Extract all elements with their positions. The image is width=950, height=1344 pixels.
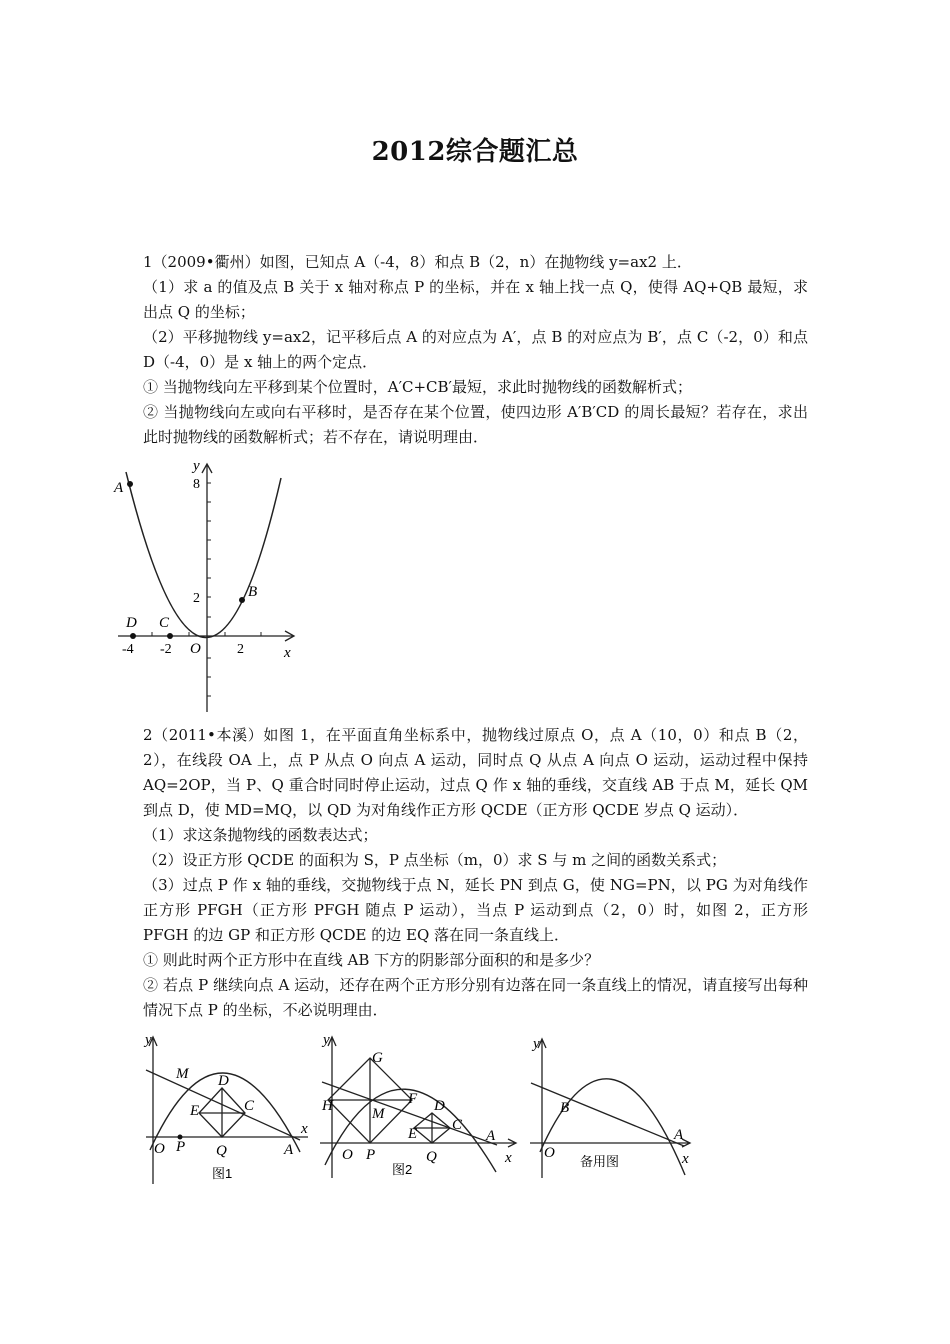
label-d: D — [434, 1098, 445, 1114]
x-axis-label: x — [301, 1121, 308, 1137]
label-q: Q — [426, 1149, 437, 1165]
problem-1-line: ① 当抛物线向左平移到某个位置时，A′C+CB′最短，求此时抛物线的函数解析式； — [143, 378, 692, 396]
label-b: B — [560, 1100, 570, 1116]
y-axis-label: y — [323, 1032, 330, 1048]
label-h: H — [322, 1098, 333, 1114]
x-axis-label: x — [284, 645, 291, 661]
label-a: A — [674, 1127, 684, 1143]
label-q: Q — [216, 1143, 227, 1159]
y-axis-label: y — [145, 1032, 152, 1048]
label-c: C — [244, 1098, 255, 1114]
x-axis-label: x — [682, 1151, 689, 1167]
x-axis-label: x — [505, 1150, 512, 1166]
tick-label-x-neg4: -4 — [122, 642, 134, 657]
parabola — [126, 472, 281, 638]
point-b — [239, 597, 245, 603]
label-e: E — [408, 1126, 418, 1142]
label-origin: O — [154, 1141, 165, 1157]
figure-caption: 备用图 — [580, 1154, 620, 1169]
y-axis-label: y — [533, 1036, 540, 1052]
point-a — [127, 481, 133, 487]
tick-label-y2: 2 — [193, 591, 200, 606]
label-origin: O — [544, 1145, 555, 1161]
label-origin: O — [190, 641, 201, 657]
problem-2-line: （2）设正方形 QCDE 的面积为 S，P 点坐标（m，0）求 S 与 m 之间的函数关系式； — [143, 851, 727, 869]
label-m: M — [372, 1106, 385, 1122]
problem-1-line: 1（2009•衢州）如图，已知点 A（-4，8）和点 B（2，n）在抛物线 y=ax2 上． — [143, 253, 692, 271]
label-e: E — [190, 1103, 200, 1119]
problem-2-line: 2（2011•本溪）如图 1，在平面直角坐标系中，抛物线过原点 O，点 A（10，0）和点 B（2，2），在线段 OA 上，点 P 从点 O 向点 A 运动，同时点 Q 从点 A 向点 O 运动，运动过程中保持 AQ=2OP，当 P、Q 重合时同时停止运动，过点 Q 作 x 轴的垂线，交直线 AB 于点 M，延长 QM 到点 D，使 MD=MQ，以 QD 为对角线作正方形 QCDE（正方形 QCDE 岁点 Q 运动）． — [143, 726, 808, 819]
label-b: B — [248, 584, 258, 600]
label-d: D — [126, 615, 137, 631]
point-c — [167, 633, 173, 639]
label-a: A — [486, 1128, 496, 1144]
problem-2-figure-spare — [525, 1028, 700, 1188]
problem-2-line: ② 若点 P 继续向点 A 运动，还存在两个正方形分别有边落在同一条直线上的情况，请直接写出每种情况下点 P 的坐标，不必说明理由． — [143, 976, 808, 1019]
label-a: A — [114, 480, 124, 496]
problem-2-figure-1 — [140, 1028, 320, 1188]
page-title: 2012综合题汇总 — [371, 137, 579, 167]
problem-1-text — [143, 250, 808, 450]
y-axis-label: y — [193, 458, 200, 474]
tick-label-x2: 2 — [237, 642, 244, 657]
problem-1-line: ② 当抛物线向左或向右平移时，是否存在某个位置，使四边形 A′B′CD 的周长最短？若存在，求出此时抛物线的函数解析式；若不存在，请说明理由． — [143, 403, 808, 446]
problem-1-line: （2）平移抛物线 y=ax2，记平移后点 A 的对应点为 A′，点 B 的对应点为 B′，点 C（-2，0）和点 D（-4，0）是 x 轴上的两个定点． — [143, 328, 808, 371]
label-c: C — [452, 1117, 463, 1133]
problem-2-figure-2 — [315, 1028, 525, 1188]
label-d: D — [218, 1073, 229, 1089]
tick-label-x-neg2: -2 — [160, 642, 172, 657]
problem-2-line: ① 则此时两个正方形中在直线 AB 下方的阴影部分面积的和是多少？ — [143, 951, 600, 969]
label-a: A — [284, 1142, 294, 1158]
label-p: P — [176, 1139, 186, 1155]
problem-2-line: （1）求这条抛物线的函数表达式； — [143, 826, 378, 844]
label-f: F — [408, 1091, 418, 1107]
label-g: G — [372, 1050, 383, 1066]
figure-caption: 图2 — [392, 1162, 413, 1177]
line-ab — [531, 1083, 684, 1146]
problem-2-text — [143, 723, 808, 1023]
figure-caption: 图1 — [212, 1166, 233, 1181]
problem-1-line: （1）求 a 的值及点 B 关于 x 轴对称点 P 的坐标，并在 x 轴上找一点 Q，使得 AQ+QB 最短，求出点 Q 的坐标； — [143, 278, 808, 321]
problem-1-figure — [108, 455, 308, 715]
point-d — [130, 633, 136, 639]
label-origin: O — [342, 1147, 353, 1163]
label-p: P — [366, 1147, 376, 1163]
tick-label-y8: 8 — [193, 477, 200, 492]
problem-2-line: （3）过点 P 作 x 轴的垂线，交抛物线于点 N，延长 PN 到点 G，使 NG=PN，以 PG 为对角线作正方形 PFGH（正方形 PFGH 随点 P 运动），当点 P 运动到点（2，0）时，如图 2，正方形 PFGH 的边 GP 和正方形 QCDE 的边 EQ 落在同一条直线上． — [143, 876, 808, 944]
label-c: C — [159, 615, 170, 631]
label-m: M — [176, 1066, 189, 1082]
